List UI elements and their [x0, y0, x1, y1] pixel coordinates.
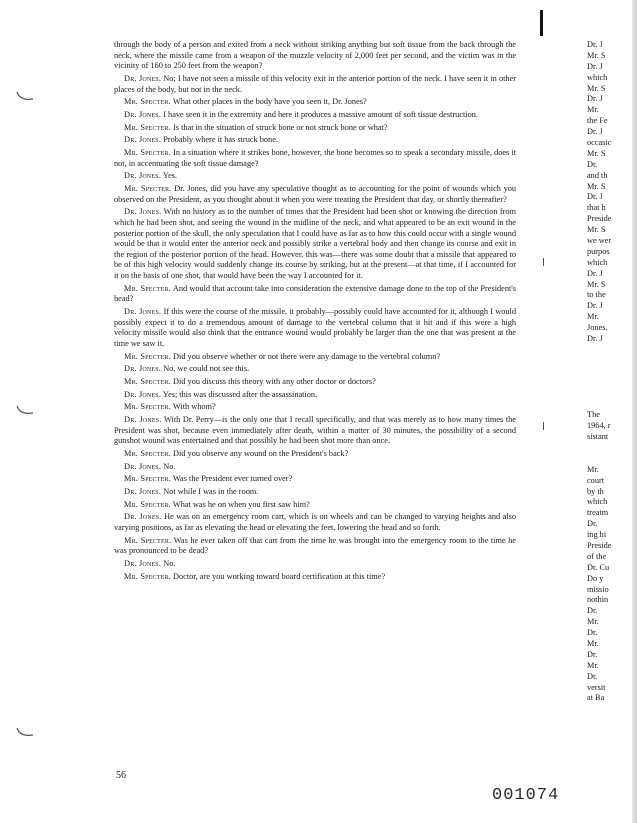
paragraph-text: Did you observe whether or not there were any damage to the vertebral column? — [173, 351, 441, 361]
speaker-name: Mr. Specter. — [124, 571, 171, 581]
paragraph-text: If this were the course of the missile, it probably—possibly could have accounted for it, although I would possibly expect it to do a tremendous amount of damage to the vertebral column that it hit and if this were a high velocity missile would also think that the entrance wound would probably be larger than the one that was present at the time we saw it. — [114, 307, 516, 349]
transcript-paragraph — [114, 352, 516, 363]
speaker-name: Mr. Specter. — [124, 283, 172, 293]
speaker-name: Dr. Jones. — [124, 461, 162, 471]
speaker-name: Mr. Specter. — [124, 474, 171, 484]
transcript-paragraph — [114, 307, 516, 350]
fragment-line: Dr. — [587, 649, 598, 659]
fragment-line — [587, 378, 637, 389]
fragment-line: Do y — [587, 573, 604, 583]
speaker-name: Dr. Jones. — [124, 207, 162, 217]
paragraph-text: No, we could not see this. — [163, 364, 250, 374]
transcript-paragraph — [114, 536, 516, 557]
speaker-name: Mr. Specter. — [124, 122, 171, 132]
fragment-line: Preside — [587, 540, 612, 550]
paragraph-text: Is that in the situation of struck bone or not struck bone or what? — [173, 122, 388, 132]
fragment-line: which — [587, 497, 608, 507]
fragment-line — [587, 389, 637, 400]
speaker-name: Dr. Jones. — [124, 307, 162, 317]
transcript-paragraph — [114, 123, 516, 134]
fragment-line: by th — [587, 486, 604, 496]
fragment-line: Mr. — [587, 312, 599, 322]
speaker-name: Mr. Specter. — [124, 147, 171, 157]
fragment-line: Dr. J — [587, 192, 603, 202]
fragment-line: at Ba — [587, 693, 605, 703]
paragraph-text: With whom? — [172, 402, 216, 412]
fragment-line: to the — [587, 290, 606, 300]
fragment-line: Dr. J — [587, 127, 603, 137]
fragment-line — [587, 367, 637, 378]
fragment-line: Dr. — [587, 606, 598, 616]
paragraph-text: What other places in the body have you seen it, Dr. Jones? — [172, 97, 367, 107]
transcript-paragraph — [114, 364, 516, 375]
transcript-paragraph — [114, 500, 516, 511]
fragment-line: Mr. — [587, 105, 599, 115]
transcript-paragraph — [114, 110, 516, 121]
fragment-line — [587, 356, 637, 367]
speaker-name: Mr. Specter. — [124, 183, 172, 193]
paragraph-text: Not while I was in the room. — [163, 486, 259, 496]
fragment-line: Dr. J — [587, 61, 603, 71]
fragment-line: Dr. Cu — [587, 562, 610, 572]
fragment-line: Jones. — [587, 323, 608, 333]
transcript-paragraph — [114, 207, 516, 282]
speaker-name: Mr. Specter. — [124, 351, 171, 361]
fragment-line — [587, 345, 637, 356]
fragment-line: Mr. S — [587, 279, 606, 289]
fragment-line: 1964, r — [587, 421, 611, 431]
speaker-name: Dr. Jones. — [124, 512, 162, 522]
paragraph-text: And would that account take into consideration the extensive damage done to the top of the President's head? — [114, 283, 517, 304]
speaker-name: Dr. Jones. — [124, 135, 162, 145]
fragment-line: Mr. — [587, 660, 599, 670]
speaker-name: Dr. Jones. — [124, 109, 162, 119]
fragment-line: treatm — [587, 508, 609, 518]
fragment-line — [587, 399, 637, 410]
fragment-line: Mr. S — [587, 83, 606, 93]
page-number: 56 — [116, 770, 126, 781]
fragment-line: Dr. — [587, 628, 598, 638]
fragment-line: versit — [587, 682, 606, 692]
speaker-name: Mr. Specter. — [124, 377, 171, 387]
fragment-line: Mr. — [587, 464, 599, 474]
speaker-name: Mr. Specter. — [124, 448, 171, 458]
fragment-line: Mr. S — [587, 148, 606, 158]
transcript-paragraph — [114, 40, 516, 72]
paragraph-text: Was the President ever turned over? — [172, 474, 293, 484]
fragment-line — [587, 454, 637, 465]
fragment-line: Dr. — [587, 519, 598, 529]
transcript-paragraph — [114, 512, 516, 533]
paragraph-text: through the body of a person and exited from a neck without striking anything but soft tissue from the back through the neck, where the missile came from a weapon of the muzzle velocity of 2,000 feet per second, and the victim was in the vicinity of 160 to 250 feet from the weapon? — [114, 40, 516, 71]
transcript-paragraph — [114, 487, 516, 498]
margin-tick-mark — [543, 258, 544, 266]
speaker-name: Dr. Jones. — [124, 364, 162, 374]
transcript-paragraph — [114, 462, 516, 473]
fragment-line: and th — [587, 170, 608, 180]
paragraph-text: I have seen it in the extremity and here it produces a massive amount of soft tissue destruction. — [163, 109, 478, 119]
fragment-line: occasic — [587, 138, 612, 148]
transcript-paragraph — [114, 390, 516, 401]
fragment-line: the Fe — [587, 116, 608, 126]
paragraph-text: No; I have not seen a missile of this velocity exit in the anterior portion of the neck. I have seen it in other places of the body, but not in the neck. — [114, 73, 516, 94]
transcript-paragraph — [114, 171, 516, 182]
fragment-line: Mr. — [587, 638, 599, 648]
testimony-transcript — [114, 40, 516, 584]
fragment-line: nothin — [587, 595, 609, 605]
paragraph-text: Dr. Jones, did you have any speculative thought as to accounting for the point of wounds which you observed on the President, as you thought about it when you were treating the President that day, or shortly thereafter? — [114, 183, 517, 204]
fragment-line: Dr. — [587, 671, 598, 681]
fragment-line: Dr. J — [587, 268, 603, 278]
speaker-name: Dr. Jones. — [124, 171, 162, 181]
speaker-name: Mr. Specter. — [124, 97, 171, 107]
fragment-line: that h — [587, 203, 606, 213]
fragment-line: which — [587, 257, 608, 267]
binder-hole-mark — [14, 726, 36, 740]
adjacent-page-fragments — [587, 40, 637, 704]
speaker-name: Mr. Specter. — [124, 535, 172, 545]
speaker-name: Dr. Jones. — [124, 73, 162, 83]
fragment-line: missio — [587, 584, 609, 594]
binder-hole-mark — [14, 90, 36, 104]
transcript-paragraph — [114, 135, 516, 146]
transcript-paragraph — [114, 415, 516, 447]
transcript-paragraph — [114, 377, 516, 388]
transcript-paragraph — [114, 284, 516, 305]
fragment-line: sistant — [587, 432, 609, 442]
fragment-line: ing hi — [587, 530, 607, 540]
paragraph-text: Did you observe any wound on the President's back? — [173, 448, 349, 458]
fragment-line: Mr. — [587, 617, 599, 627]
paragraph-text: What was he on when you first saw him? — [172, 499, 310, 509]
paragraph-text: Probably where it has struck bone. — [163, 135, 278, 145]
paragraph-text: With Dr. Perry—is the only one that I recall specifically, and that was merely as to how many times the President was shot, because even immediately after death, within a matter of 30 minutes, the possibility of a second gunshot wound was entertained and that possibly he had been shot more than once. — [114, 415, 516, 446]
speaker-name: Dr. Jones. — [124, 415, 162, 424]
fragment-line: Dr. — [587, 159, 598, 169]
fragment-line: which — [587, 72, 608, 82]
fragment-line: Mr. S — [587, 181, 606, 191]
document-stamp-number: 001074 — [492, 786, 560, 805]
transcript-paragraph — [114, 74, 516, 95]
paragraph-text: In a situation where it strikes bone, however, the bone becomes so to speak a secondary missile, does it not, in accentuating the soft tissue damage? — [114, 147, 517, 168]
paragraph-text: Doctor, are you working toward board certification at this time? — [173, 571, 386, 581]
paragraph-text: Yes; this was discussed after the assassination. — [162, 389, 318, 399]
transcript-paragraph — [114, 402, 516, 413]
fragment-line: Dr. J — [587, 94, 603, 104]
paragraph-text: No. — [163, 461, 176, 471]
paragraph-text: Did you discuss this theory with any other doctor or doctors? — [173, 377, 376, 387]
paragraph-text: Yes. — [162, 171, 178, 181]
fragment-line: court — [587, 475, 605, 485]
paragraph-text: He was on an emergency room cart, which is on wheels and can be changed to varying heights and also varying positions, as far as elevating the head or elevating the feet, lowering the head and so forth. — [114, 512, 516, 532]
fragment-line: we wer — [587, 236, 612, 246]
paragraph-text: Was he ever taken off that cart from the time he was brought into the emergency room to the time he was pronounced to be dead? — [114, 535, 516, 556]
margin-rule-mark — [540, 10, 543, 36]
fragment-line: The — [587, 410, 600, 420]
transcript-paragraph — [114, 148, 516, 169]
speaker-name: Dr. Jones. — [124, 558, 162, 568]
margin-tick-mark — [543, 422, 544, 430]
fragment-line: Preside — [587, 214, 612, 224]
binder-hole-mark — [14, 404, 36, 418]
fragment-line: Dr. J — [587, 40, 603, 49]
fragment-line: Dr. J — [587, 301, 603, 311]
transcript-paragraph — [114, 184, 516, 205]
fragment-line: Dr. J — [587, 334, 603, 344]
fragment-line: of the — [587, 551, 607, 561]
paragraph-text: No. — [163, 558, 176, 568]
transcript-paragraph — [114, 572, 516, 583]
fragment-line: purpos — [587, 246, 610, 256]
speaker-name: Mr. Specter. — [124, 402, 171, 412]
speaker-name: Dr. Jones. — [124, 486, 162, 496]
fragment-line — [587, 443, 637, 454]
transcript-paragraph — [114, 449, 516, 460]
transcript-paragraph — [114, 474, 516, 485]
transcript-paragraph — [114, 97, 516, 108]
fragment-line: Mr. S — [587, 225, 606, 235]
transcript-paragraph — [114, 559, 516, 570]
speaker-name: Dr. Jones. — [124, 389, 162, 399]
speaker-name: Mr. Specter. — [124, 499, 171, 509]
fragment-line: Mr. S — [587, 50, 606, 60]
paragraph-text: With no history as to the number of times that the President had been shot or knowing the direction from which he had been shot, and seeing the wound in the midline of the neck, and what appeared to be an exit wound in the posterior portion of the skull, the only speculation that I could have as far as to how this could occur with a single wound would be that it would enter the anterior neck and possibly strike a vertebral body and then change its course and exit in the region of the posterior portion of the head. However, this was—there was some doubt that a missile that appeared to be of this high velocity would suddenly change its course by striking, but at the present—at that time, if I accounted for it on the basis of one shot, that would have been the way I accounted for it. — [114, 207, 516, 281]
